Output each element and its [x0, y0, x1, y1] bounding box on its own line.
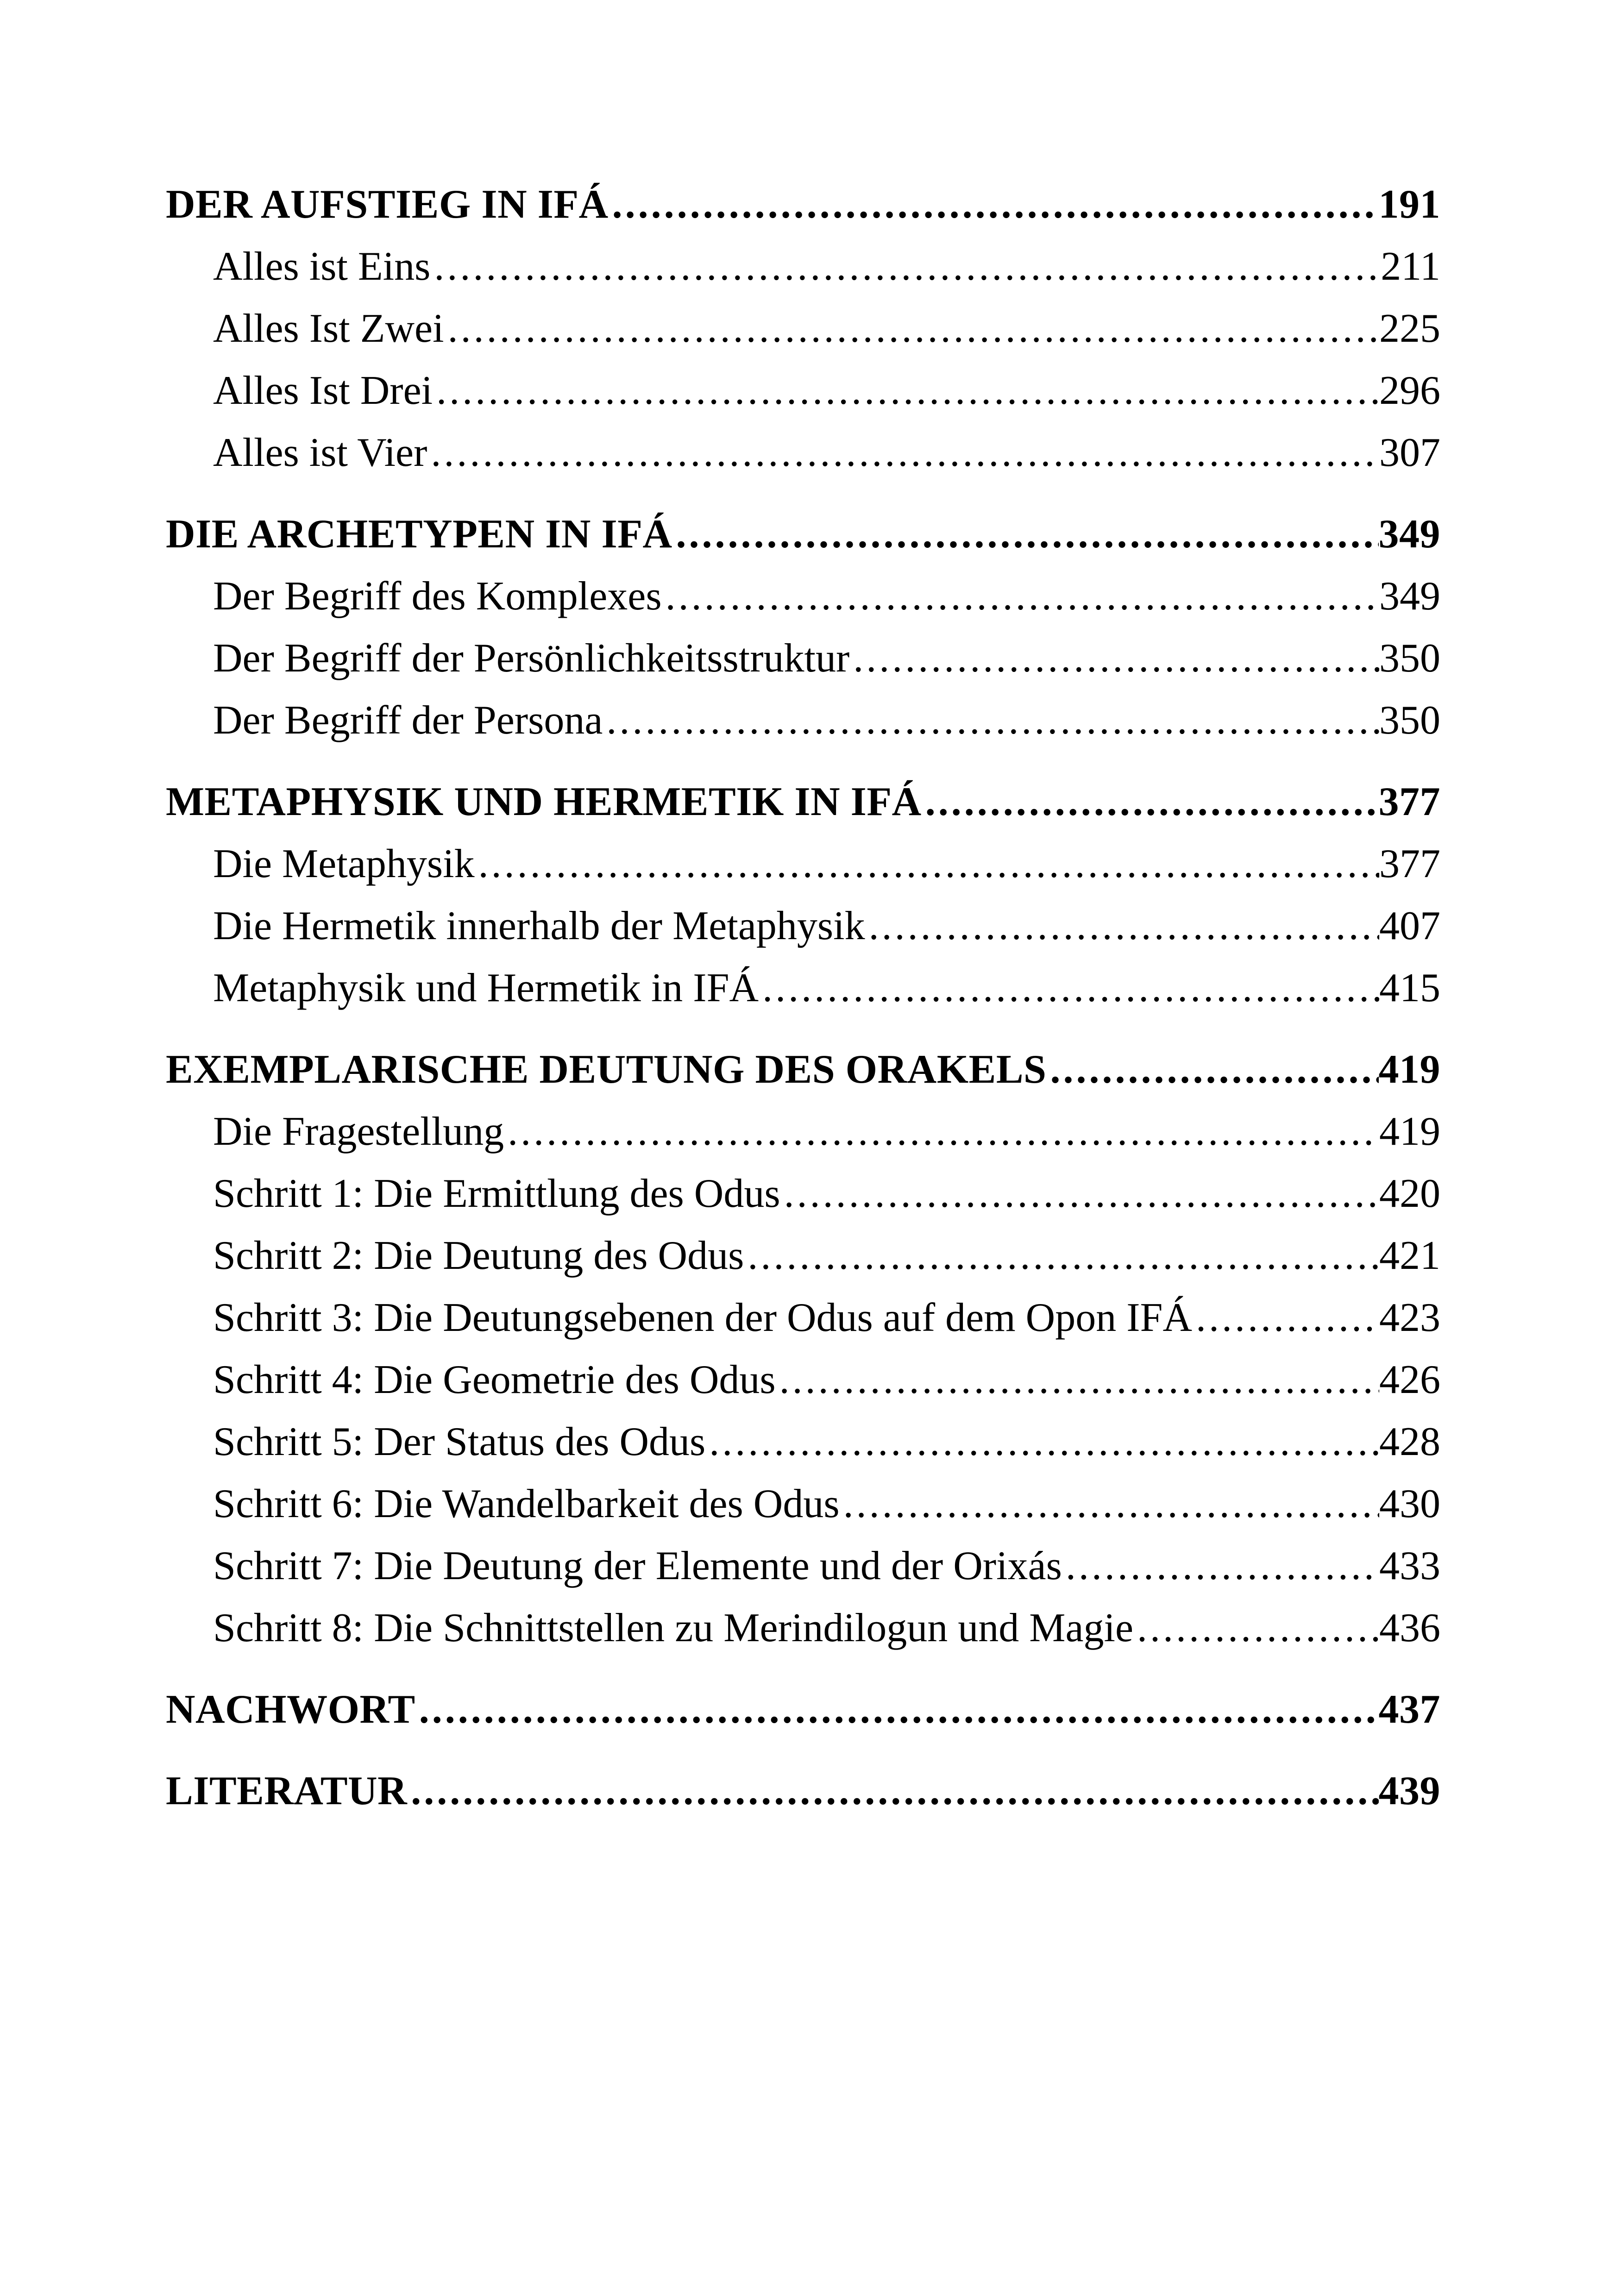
- toc-section: [166, 503, 1440, 752]
- toc-subsection-page-number: 421: [1379, 1233, 1440, 1278]
- toc-subsection-title: Schritt 8: Die Schnittstellen zu Merindilogun und Magie: [213, 1606, 1134, 1650]
- toc-chapter-page-number: 439: [1378, 1769, 1440, 1813]
- toc-subsection-entry[interactable]: [166, 360, 1440, 422]
- toc-subsection-title: Der Begriff des Komplexes: [213, 574, 662, 619]
- toc-subsection-page-number: 430: [1379, 1481, 1440, 1526]
- toc-subsection-page-number: 428: [1379, 1419, 1440, 1464]
- toc-subsection-page-number: 211: [1381, 244, 1440, 289]
- dot-leader: [776, 1349, 1379, 1411]
- toc-subsection-entry[interactable]: [166, 1535, 1440, 1597]
- toc-chapter-entry[interactable]: [166, 1679, 1440, 1741]
- toc-subsection-entry[interactable]: [166, 895, 1440, 957]
- dot-leader: [705, 1411, 1379, 1473]
- toc-chapter-title: DIE ARCHETYPEN IN IFÁ: [166, 512, 672, 557]
- toc-subsection-title: Metaphysik und Hermetik in IFÁ: [213, 966, 759, 1010]
- toc-chapter-title: NACHWORT: [166, 1687, 415, 1732]
- toc-subsection-entry[interactable]: [166, 957, 1440, 1019]
- toc-subsection-title: Schritt 3: Die Deutungsebenen der Odus auf dem Opon IFÁ: [213, 1295, 1193, 1340]
- dot-leader: [427, 422, 1379, 484]
- toc-subsection-entry[interactable]: [166, 298, 1440, 360]
- toc-subsection-entry[interactable]: [166, 1349, 1440, 1411]
- toc-subsection-title: Schritt 5: Der Status des Odus: [213, 1419, 706, 1464]
- toc-subsection-entry[interactable]: [166, 1411, 1440, 1473]
- toc-subsection-entry[interactable]: [166, 1163, 1440, 1225]
- toc-chapter-page-number: 349: [1378, 512, 1440, 557]
- toc-subsection-page-number: 349: [1379, 574, 1440, 619]
- toc-subsection-title: Schritt 4: Die Geometrie des Odus: [213, 1357, 776, 1402]
- toc-subsection-page-number: 377: [1379, 841, 1440, 886]
- toc-subsection-page-number: 296: [1379, 368, 1440, 413]
- toc-chapter-title: EXEMPLARISCHE DEUTUNG DES ORAKELS: [166, 1047, 1047, 1092]
- toc-subsection-title: Alles Ist Zwei: [213, 306, 444, 351]
- toc-chapter-page-number: 191: [1378, 182, 1440, 227]
- toc-chapter-entry[interactable]: [166, 1039, 1440, 1101]
- dot-leader: [603, 690, 1379, 752]
- dot-leader: [744, 1225, 1379, 1287]
- toc-subsection-page-number: 436: [1379, 1606, 1440, 1650]
- toc-subsection-entry[interactable]: [166, 1101, 1440, 1163]
- toc-subsection-title: Schritt 2: Die Deutung des Odus: [213, 1233, 744, 1278]
- dot-leader: [475, 833, 1379, 895]
- toc-subsection-page-number: 419: [1379, 1109, 1440, 1154]
- toc-subsection-title: Die Metaphysik: [213, 841, 475, 886]
- toc-subsection-page-number: 407: [1379, 903, 1440, 948]
- toc-subsection-title: Alles Ist Drei: [213, 368, 433, 413]
- toc-subsection-page-number: 426: [1379, 1357, 1440, 1402]
- toc-subsection-title: Alles ist Vier: [213, 430, 427, 475]
- dot-leader: [430, 236, 1381, 298]
- toc-subsection-entry[interactable]: [166, 833, 1440, 895]
- toc-subsection-entry[interactable]: [166, 422, 1440, 484]
- dot-leader: [662, 565, 1379, 627]
- toc-section: [166, 1679, 1440, 1741]
- toc-subsection-title: Schritt 1: Die Ermittlung des Odus: [213, 1171, 780, 1216]
- toc-subsection-page-number: 350: [1379, 698, 1440, 743]
- toc-subsection-entry[interactable]: [166, 1597, 1440, 1659]
- toc-subsection-entry[interactable]: [166, 1287, 1440, 1349]
- toc-chapter-page-number: 377: [1378, 779, 1440, 824]
- dot-leader: [407, 1760, 1378, 1822]
- toc-subsection-entry[interactable]: [166, 627, 1440, 690]
- toc-subsection-page-number: 225: [1379, 306, 1440, 351]
- toc-subsection-entry[interactable]: [166, 1225, 1440, 1287]
- toc-section: [166, 1039, 1440, 1659]
- toc-subsection-title: Alles ist Eins: [213, 244, 431, 289]
- toc-subsection-page-number: 307: [1379, 430, 1440, 475]
- toc-chapter-page-number: 419: [1378, 1047, 1440, 1092]
- dot-leader: [415, 1679, 1379, 1741]
- toc-subsection-entry[interactable]: [166, 565, 1440, 627]
- toc-subsection-page-number: 415: [1379, 966, 1440, 1010]
- toc-section: [166, 1760, 1440, 1822]
- toc-chapter-entry[interactable]: [166, 771, 1440, 833]
- dot-leader: [609, 174, 1379, 236]
- toc-subsection-page-number: 423: [1379, 1295, 1440, 1340]
- dot-leader: [433, 360, 1379, 422]
- toc-subsection-title: Die Fragestellung: [213, 1109, 504, 1154]
- toc-subsection-title: Der Begriff der Persönlichkeitsstruktur: [213, 636, 850, 681]
- dot-leader: [1192, 1287, 1379, 1349]
- toc-chapter-entry[interactable]: [166, 1760, 1440, 1822]
- toc-section: [166, 771, 1440, 1019]
- toc-chapter-title: DER AUFSTIEG IN IFÁ: [166, 182, 609, 227]
- toc-subsection-title: Schritt 6: Die Wandelbarkeit des Odus: [213, 1481, 840, 1526]
- toc-chapter-entry[interactable]: [166, 174, 1440, 236]
- dot-leader: [922, 771, 1379, 833]
- dot-leader: [849, 627, 1379, 690]
- dot-leader: [780, 1163, 1379, 1225]
- dot-leader: [672, 503, 1379, 565]
- dot-leader: [865, 895, 1379, 957]
- toc-subsection-title: Die Hermetik innerhalb der Metaphysik: [213, 903, 865, 948]
- dot-leader: [444, 298, 1379, 360]
- toc-subsection-entry[interactable]: [166, 1473, 1440, 1535]
- dot-leader: [1133, 1597, 1379, 1659]
- toc-chapter-title: LITERATUR: [166, 1769, 408, 1813]
- toc-subsection-page-number: 420: [1379, 1171, 1440, 1216]
- dot-leader: [840, 1473, 1379, 1535]
- toc-chapter-title: METAPHYSIK UND HERMETIK IN IFÁ: [166, 779, 922, 824]
- toc-section: [166, 174, 1440, 484]
- toc-subsection-page-number: 350: [1379, 636, 1440, 681]
- toc-subsection-entry[interactable]: [166, 690, 1440, 752]
- toc-chapter-entry[interactable]: [166, 503, 1440, 565]
- table-of-contents: [166, 174, 1440, 1822]
- dot-leader: [1062, 1535, 1379, 1597]
- dot-leader: [1047, 1039, 1379, 1101]
- toc-subsection-title: Schritt 7: Die Deutung der Elemente und der Orixás: [213, 1543, 1062, 1588]
- dot-leader: [504, 1101, 1379, 1163]
- toc-subsection-entry[interactable]: [166, 236, 1440, 298]
- toc-subsection-page-number: 433: [1379, 1543, 1440, 1588]
- toc-chapter-page-number: 437: [1378, 1687, 1440, 1732]
- toc-subsection-title: Der Begriff der Persona: [213, 698, 603, 743]
- dot-leader: [759, 957, 1379, 1019]
